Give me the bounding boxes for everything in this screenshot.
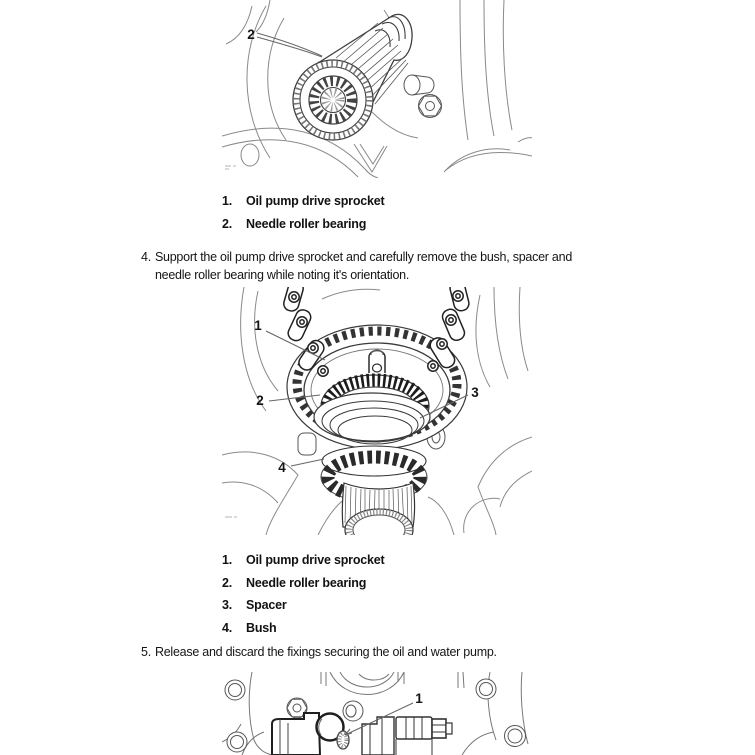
bolt-boss [404, 75, 442, 118]
splined-shaft-end-drawing [342, 483, 414, 535]
legend-item-number: 3. [222, 598, 233, 612]
legend-top [222, 194, 385, 239]
legend-middle [222, 553, 385, 643]
callout-1-oil-pump-drive-sprocket: 1 [254, 318, 262, 333]
step-number: 4. [141, 250, 151, 264]
legend-item-number: 1. [222, 553, 233, 567]
legend-item [222, 217, 385, 231]
legend-item [222, 621, 385, 635]
step-5 [141, 643, 603, 661]
pump-fitting-drawing [362, 717, 452, 755]
legend-item [222, 598, 385, 612]
figure-sprocket-bearing-spacer-bush [222, 287, 532, 535]
legend-item [222, 194, 385, 208]
legend-item-label: Oil pump drive sprocket [246, 553, 385, 567]
callout-2-needle-roller-bearing: 2 [247, 27, 255, 42]
step-text: Release and discard the fixings securing the oil and water pump. [154, 645, 497, 659]
step-number: 5. [141, 645, 151, 659]
pump-housing-drawing [272, 713, 349, 755]
legend-item-number: 4. [222, 620, 233, 635]
figure-oil-water-pump-fixings [222, 672, 532, 755]
legend-item-label: Spacer [246, 598, 287, 612]
legend-item-label: Needle roller bearing [246, 216, 367, 231]
legend-item-number: 1. [222, 194, 233, 208]
legend-item-number: 2. [222, 575, 233, 590]
figure-reference-mark [225, 166, 236, 169]
legend-item [222, 576, 385, 590]
legend-item-number: 2. [222, 216, 233, 231]
step-text: Support the oil pump drive sprocket and carefully remove the bush, spacer and needle roller bearing while noting it's orientation. [154, 250, 573, 282]
callout-leader-lines [257, 33, 322, 57]
step-4 [141, 248, 603, 284]
dowel-pin [369, 350, 385, 373]
legend-item-label: Oil pump drive sprocket [246, 194, 385, 208]
callout-3-spacer: 3 [471, 385, 479, 400]
legend-item-label: Bush [246, 620, 277, 635]
splined-shaft-drawing [293, 14, 412, 140]
callout-2-needle-roller-bearing: 2 [256, 393, 264, 408]
legend-item-label: Needle roller bearing [246, 575, 367, 590]
legend-item [222, 553, 385, 567]
callout-4-bush: 4 [278, 460, 286, 475]
callout-1-pump-fixing: 1 [415, 691, 423, 706]
figure-needle-roller-bearing [222, 0, 532, 178]
